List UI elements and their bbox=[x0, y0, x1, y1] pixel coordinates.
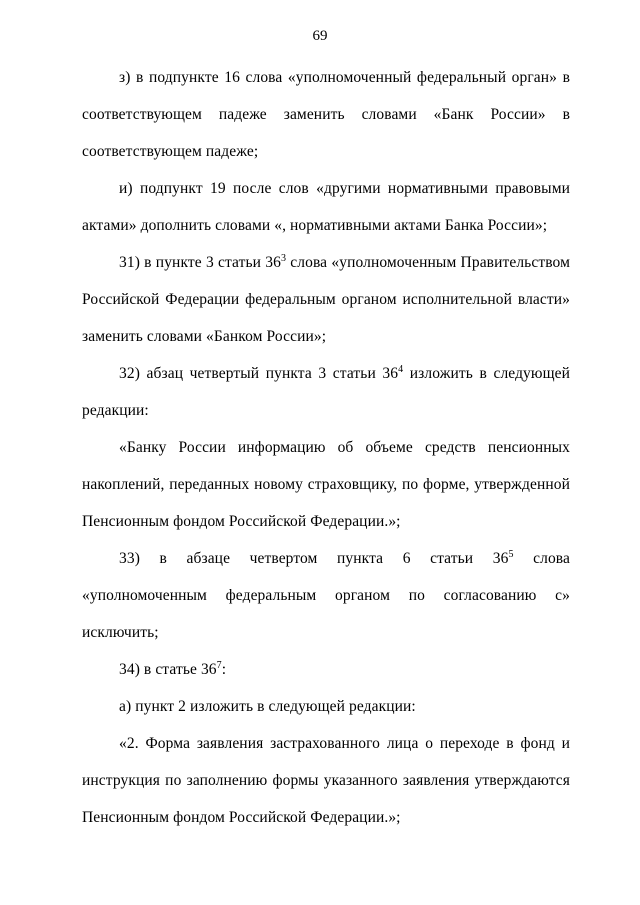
text-run: 31) в пункте 3 статьи 36 bbox=[119, 254, 281, 271]
text-run: «2. Форма заявления застрахованного лица о переходе в фонд и инструкция по заполнению формы указанного заявления утверждаются Пенсионным фондом Российской Федерации.»; bbox=[82, 735, 570, 826]
text-run: «Банку России информацию об объеме средств пенсионных накоплений, переданных новому страховщику, по форме, утвержденной Пенсионным фондом Российской Федерации.»; bbox=[82, 439, 570, 530]
text-run: слова «уполномоченным Правительством Российской Федерации федеральным органом исполнительной власти» заменить словами «Банком России»; bbox=[82, 254, 570, 345]
paragraph bbox=[82, 244, 570, 355]
text-run: 32) абзац четвертый пункта 3 статьи 36 bbox=[119, 365, 399, 382]
document-body bbox=[82, 59, 570, 836]
text-run: изложить в следующей редакции: bbox=[82, 365, 571, 419]
superscript-text: 5 bbox=[508, 548, 514, 560]
paragraph bbox=[82, 725, 570, 836]
text-run: : bbox=[221, 661, 227, 678]
text-run: слова «уполномоченным федеральным органом по согласованию с» исключить; bbox=[82, 550, 570, 641]
paragraph bbox=[82, 651, 570, 688]
paragraph bbox=[82, 540, 570, 651]
text-run: 33) в абзаце четвертом пункта 6 статьи 36 bbox=[119, 550, 509, 567]
paragraph bbox=[82, 170, 570, 244]
superscript-text: 7 bbox=[216, 659, 222, 671]
paragraph bbox=[82, 429, 570, 540]
text-run: 34) в статье 36 bbox=[119, 661, 217, 678]
superscript-text: 4 bbox=[398, 363, 404, 375]
page-number: 69 bbox=[312, 28, 328, 44]
paragraph bbox=[82, 355, 570, 429]
text-run: а) пункт 2 изложить в следующей редакции: bbox=[119, 698, 416, 715]
superscript-text: 3 bbox=[280, 252, 287, 264]
text-run: и) подпункт 19 после слов «другими нормативными правовыми актами» дополнить словами «, нормативными актами Банка России»; bbox=[82, 180, 570, 234]
paragraph bbox=[82, 688, 570, 725]
paragraph bbox=[82, 59, 570, 170]
text-run: з) в подпункте 16 слова «уполномоченный федеральный орган» в соответствующем падеже заменить словами «Банк России» в соответствующем падеже; bbox=[82, 69, 570, 160]
